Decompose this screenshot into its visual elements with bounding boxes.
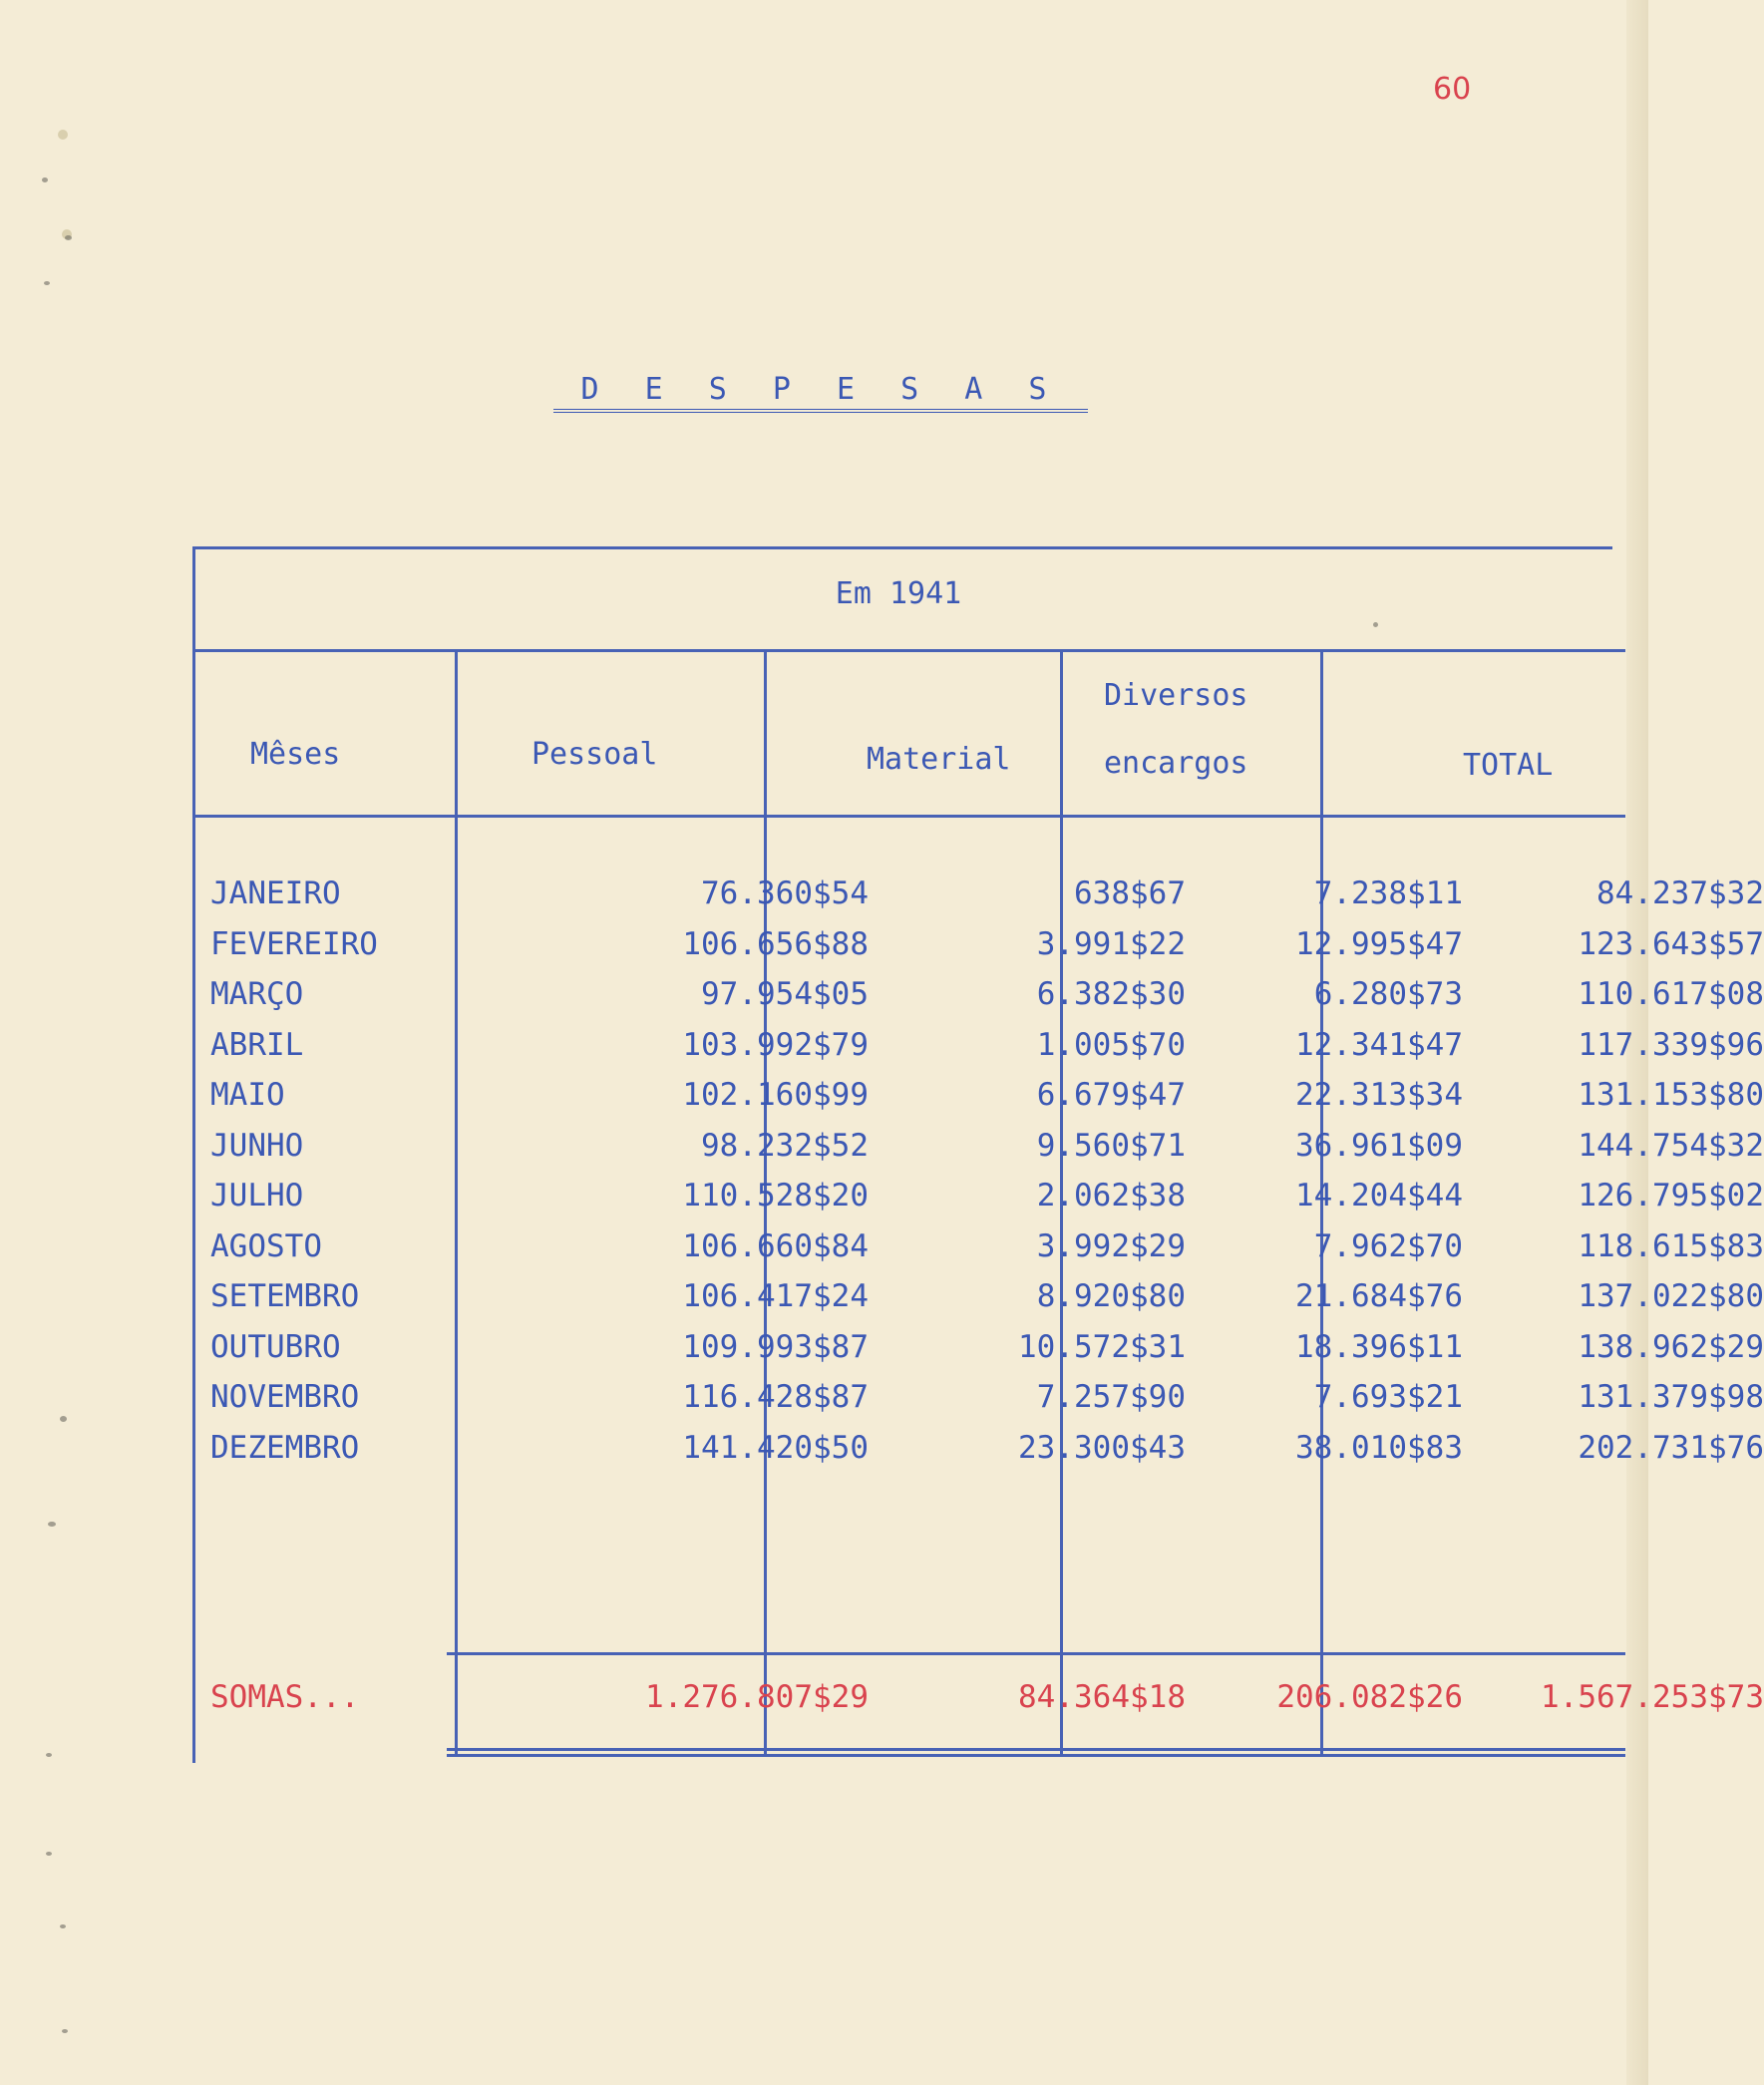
- row-pessoal: 141.420$50: [682, 1429, 869, 1466]
- row-material: 8.920$80: [1036, 1278, 1186, 1314]
- paper-speck: [60, 1416, 67, 1422]
- totals-rule: [447, 1652, 1625, 1655]
- row-diversos: 22.313$34: [1295, 1077, 1463, 1113]
- expenses-table: [182, 546, 1764, 1763]
- row-diversos: 7.962$70: [1313, 1227, 1463, 1264]
- totals-label: SOMAS...: [210, 1679, 360, 1715]
- year-rule: [192, 649, 1625, 652]
- row-pessoal: 103.992$79: [682, 1026, 869, 1063]
- document-title: D E S P E S A S: [553, 372, 1088, 413]
- header-pessoal: Pessoal: [531, 737, 658, 772]
- row-month: NOVEMBRO: [210, 1379, 360, 1415]
- row-total: 123.643$57: [1578, 925, 1764, 962]
- row-month: DEZEMBRO: [210, 1429, 360, 1466]
- row-material: 10.572$31: [1018, 1328, 1186, 1365]
- row-pessoal: 106.656$88: [682, 925, 869, 962]
- row-material: 3.991$22: [1036, 925, 1186, 962]
- header-total: TOTAL: [1463, 748, 1554, 783]
- header-material: Material: [867, 742, 1011, 777]
- row-pessoal: 106.660$84: [682, 1227, 869, 1264]
- row-material: 6.382$30: [1036, 976, 1186, 1012]
- row-month: JUNHO: [210, 1127, 304, 1164]
- paper-speck: [42, 177, 48, 182]
- row-month: MAIO: [210, 1077, 285, 1113]
- paper-speck: [46, 1753, 52, 1757]
- row-total: 202.731$76: [1578, 1429, 1764, 1466]
- row-total: 118.615$83: [1578, 1227, 1764, 1264]
- row-diversos: 12.341$47: [1295, 1026, 1463, 1063]
- header-meses: Mêses: [250, 737, 341, 772]
- row-material: 3.992$29: [1036, 1227, 1186, 1264]
- row-diversos: 14.204$44: [1295, 1178, 1463, 1214]
- table-top-rule: [192, 546, 1612, 549]
- row-total: 131.153$80: [1578, 1077, 1764, 1113]
- row-material: 23.300$43: [1018, 1429, 1186, 1466]
- header-diversos-line1: Diversos: [1104, 678, 1248, 713]
- totals-total: 1.567.253$73: [1541, 1679, 1764, 1715]
- row-pessoal: 102.160$99: [682, 1077, 869, 1113]
- paper-speck: [60, 1924, 66, 1928]
- row-month: ABRIL: [210, 1026, 304, 1063]
- table-bottom-rule: [447, 1748, 1625, 1757]
- row-month: JANEIRO: [210, 875, 341, 911]
- row-diversos: 7.693$21: [1313, 1379, 1463, 1415]
- row-month: AGOSTO: [210, 1227, 322, 1264]
- row-material: 6.679$47: [1036, 1077, 1186, 1113]
- year-label: Em 1941: [835, 576, 962, 611]
- row-month: OUTUBRO: [210, 1328, 341, 1365]
- row-material: 9.560$71: [1036, 1127, 1186, 1164]
- totals-material: 84.364$18: [1018, 1679, 1186, 1715]
- row-total: 126.795$02: [1578, 1178, 1764, 1214]
- row-material: 7.257$90: [1036, 1379, 1186, 1415]
- paper-speck: [62, 2029, 68, 2033]
- row-pessoal: 116.428$87: [682, 1379, 869, 1415]
- row-pessoal: 76.360$54: [701, 875, 869, 911]
- row-diversos: 21.684$76: [1295, 1278, 1463, 1314]
- row-month: MARÇO: [210, 976, 304, 1012]
- row-total: 131.379$98: [1578, 1379, 1764, 1415]
- row-total: 138.962$29: [1578, 1328, 1764, 1365]
- row-total: 137.022$80: [1578, 1278, 1764, 1314]
- row-material: 1.005$70: [1036, 1026, 1186, 1063]
- row-pessoal: 109.993$87: [682, 1328, 869, 1365]
- paper-speck: [46, 1852, 52, 1856]
- totals-pessoal: 1.276.807$29: [645, 1679, 869, 1715]
- row-month: FEVEREIRO: [210, 925, 378, 962]
- row-diversos: 36.961$09: [1295, 1127, 1463, 1164]
- row-diversos: 18.396$11: [1295, 1328, 1463, 1365]
- header-rule: [192, 815, 1625, 818]
- row-material: 2.062$38: [1036, 1178, 1186, 1214]
- row-total: 144.754$32: [1578, 1127, 1764, 1164]
- punch-mark: [58, 130, 68, 140]
- row-total: 110.617$08: [1578, 976, 1764, 1012]
- row-total: 84.237$32: [1596, 875, 1764, 911]
- table-left-rule: [192, 546, 195, 1763]
- row-month: SETEMBRO: [210, 1278, 360, 1314]
- row-month: JULHO: [210, 1178, 304, 1214]
- row-diversos: 7.238$11: [1313, 875, 1463, 911]
- row-material: 638$67: [1074, 875, 1186, 911]
- totals-diversos: 206.082$26: [1276, 1679, 1463, 1715]
- row-total: 117.339$96: [1578, 1026, 1764, 1063]
- row-diversos: 6.280$73: [1313, 976, 1463, 1012]
- page-number: 60: [1433, 72, 1472, 107]
- row-pessoal: 110.528$20: [682, 1178, 869, 1214]
- paper-speck: [65, 235, 72, 240]
- header-diversos-line2: encargos: [1104, 746, 1248, 781]
- paper-speck: [48, 1522, 56, 1527]
- row-pessoal: 98.232$52: [701, 1127, 869, 1164]
- paper-speck: [44, 281, 50, 285]
- row-pessoal: 106.417$24: [682, 1278, 869, 1314]
- row-pessoal: 97.954$05: [701, 976, 869, 1012]
- row-diversos: 38.010$83: [1295, 1429, 1463, 1466]
- row-diversos: 12.995$47: [1295, 925, 1463, 962]
